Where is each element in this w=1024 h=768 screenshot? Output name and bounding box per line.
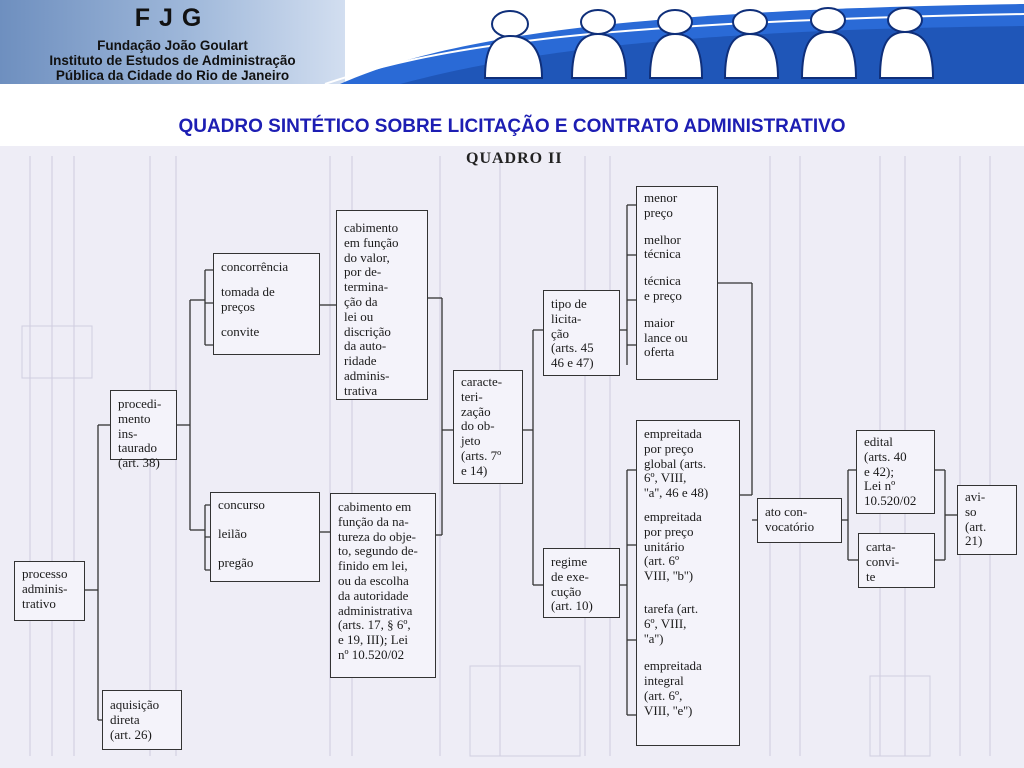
box-line: cução — [551, 583, 582, 599]
box-line: termina- — [344, 279, 389, 295]
box-line: de exe- — [551, 568, 589, 584]
box-line: so — [965, 503, 977, 519]
box-line: procedi- — [118, 396, 162, 411]
box-line: cabimento em — [338, 499, 412, 514]
item-empreitada-global: 6º, VIII, — [644, 470, 687, 486]
item-concurso: concurso — [218, 497, 265, 512]
box-line: cabimento — [344, 220, 399, 235]
box-line: função da na- — [338, 513, 409, 529]
box-processo-administrativo — [14, 561, 85, 621]
item-empreitada-integral: (art. 6º, — [644, 687, 683, 703]
item-empreitada-integral: integral — [644, 673, 684, 689]
item-tarefa: tarefa (art. — [644, 600, 699, 616]
box-line: licita- — [551, 310, 582, 326]
box-cabimento-valor — [336, 210, 428, 400]
box-line: taurado — [118, 440, 157, 456]
box-line: 46 e 47) — [551, 355, 594, 371]
box-edital — [856, 430, 935, 514]
box-line: zação — [461, 403, 491, 419]
box-line: e 19, III); Lei — [338, 632, 409, 648]
item-pregao: pregão — [218, 554, 254, 570]
box-line: (arts. 7º — [461, 447, 502, 463]
box-line: (art. — [965, 518, 987, 534]
box-line: edital — [864, 434, 893, 449]
box-line: ridade — [344, 353, 377, 369]
box-tipo-de-licitacao — [543, 290, 620, 376]
box-line: finido em lei, — [338, 558, 408, 574]
box-line: da autoridade — [338, 587, 409, 603]
box-cabimento-objeto — [330, 493, 436, 678]
item-tecnica-e-preco: técnica — [644, 273, 681, 289]
box-procedimento-instaurado — [110, 390, 177, 471]
box-line: trativa — [344, 382, 378, 398]
item-empreitada-global: empreitada — [644, 426, 702, 441]
box-line: e 14) — [461, 462, 488, 478]
box-line: to, segundo de- — [338, 543, 418, 559]
item-maior-lance: oferta — [644, 344, 675, 360]
org-name-line-1: Fundação João Goulart — [97, 38, 248, 53]
item-tomada-de-precos: preços — [221, 298, 255, 314]
box-line: carta- — [866, 539, 896, 554]
box-line: mento ins- — [118, 410, 151, 441]
item-maior-lance: maior — [644, 314, 675, 330]
page-title: QUADRO SINTÉTICO SOBRE LICITAÇÃO E CONTRATO ADMINISTRATIVO — [178, 116, 846, 137]
item-menor-preco: preço — [644, 204, 673, 220]
box-modalidades-por-objeto — [210, 492, 320, 582]
box-aviso — [957, 485, 1017, 555]
item-maior-lance: lance ou — [644, 329, 688, 345]
box-line: em função — [344, 234, 399, 250]
box-line: (arts. 45 — [551, 340, 594, 356]
item-empreitada-global: global (arts. — [644, 455, 707, 471]
box-line: (art. 26) — [110, 726, 152, 742]
box-carta-convite — [858, 533, 935, 588]
box-regimes-lista — [636, 420, 740, 746]
box-caracterizacao-objeto — [453, 370, 523, 484]
org-abbreviation: FJG — [134, 4, 211, 32]
box-line: teri- — [461, 388, 483, 404]
item-menor-preco: menor — [644, 190, 678, 205]
box-ato-convocatorio — [757, 498, 842, 543]
box-line: 21) — [965, 533, 983, 549]
org-name-line-2: Instituto de Estudos de Administração — [49, 53, 296, 68]
item-convite: convite — [221, 324, 260, 340]
item-melhor-tecnica: melhor — [644, 231, 681, 247]
box-modalidades-por-valor — [213, 253, 320, 355]
box-line: por de- — [344, 264, 382, 280]
box-line: ato con- — [765, 504, 808, 519]
box-line: do ob- — [461, 418, 495, 434]
item-tarefa: 6º, VIII, — [644, 615, 687, 631]
item-empreitada-unitario: unitário — [644, 538, 685, 554]
box-line: ou da escolha — [338, 572, 409, 588]
box-line: do valor, — [344, 249, 390, 265]
box-line: adminis- — [344, 367, 390, 383]
box-line: (art. 10) — [551, 598, 593, 614]
box-line: vocatório — [765, 518, 815, 534]
item-empreitada-global: ''a'', 46 e 48) — [644, 485, 709, 501]
item-empreitada-unitario: (art. 6º — [644, 553, 680, 569]
item-empreitada-unitario: VIII, ''b'') — [644, 568, 694, 584]
box-line: (arts. 40 — [864, 448, 907, 464]
box-line: caracte- — [461, 374, 503, 389]
diagram-title: QUADRO II — [466, 150, 563, 167]
box-line: nº 10.520/02 — [338, 646, 405, 662]
item-empreitada-unitario: por preço — [644, 523, 694, 539]
box-line: adminis- — [22, 580, 68, 596]
item-empreitada-integral: VIII, ''e'') — [644, 702, 693, 718]
box-line: trativo — [22, 595, 56, 611]
item-tarefa: ''a'') — [644, 630, 664, 646]
box-line: (art. 38) — [118, 455, 160, 471]
box-line: convi- — [866, 553, 900, 569]
box-tipos-lista — [636, 186, 718, 380]
box-aquisicao-direta — [102, 690, 182, 750]
item-tomada-de-precos: tomada de — [221, 283, 275, 299]
box-line: jeto — [461, 433, 481, 449]
box-regime-de-execucao — [543, 548, 620, 618]
box-line: ção — [551, 325, 570, 341]
box-line: processo — [22, 566, 68, 581]
item-melhor-tecnica: técnica — [644, 246, 681, 262]
box-line: Lei nº — [864, 478, 896, 494]
org-name-line-3: Pública da Cidade do Rio de Janeiro — [55, 68, 290, 83]
item-tecnica-e-preco: e preço — [644, 287, 682, 303]
box-line: discrição — [344, 323, 391, 339]
item-concorrencia: concorrência — [221, 259, 289, 274]
box-line: (arts. 17, § 6º, — [338, 617, 411, 633]
item-empreitada-global: por preço — [644, 440, 694, 456]
box-line: avi- — [965, 489, 986, 504]
box-line: tureza do obje- — [338, 528, 416, 544]
box-line: e 42); — [864, 463, 894, 479]
box-line: direta — [110, 711, 140, 727]
box-line: tipo de — [551, 296, 587, 311]
item-leilao: leilão — [218, 525, 247, 541]
box-line: regime — [551, 554, 588, 569]
item-empreitada-unitario: empreitada — [644, 508, 702, 524]
item-empreitada-integral: empreitada — [644, 658, 702, 674]
box-line: administrativa — [338, 602, 413, 618]
box-line: 10.520/02 — [864, 493, 917, 509]
box-line: aquisição — [110, 697, 160, 712]
box-line: ção da — [344, 293, 378, 309]
box-line: da auto- — [344, 338, 387, 354]
box-line: te — [866, 568, 876, 584]
box-line: lei ou — [344, 308, 374, 324]
